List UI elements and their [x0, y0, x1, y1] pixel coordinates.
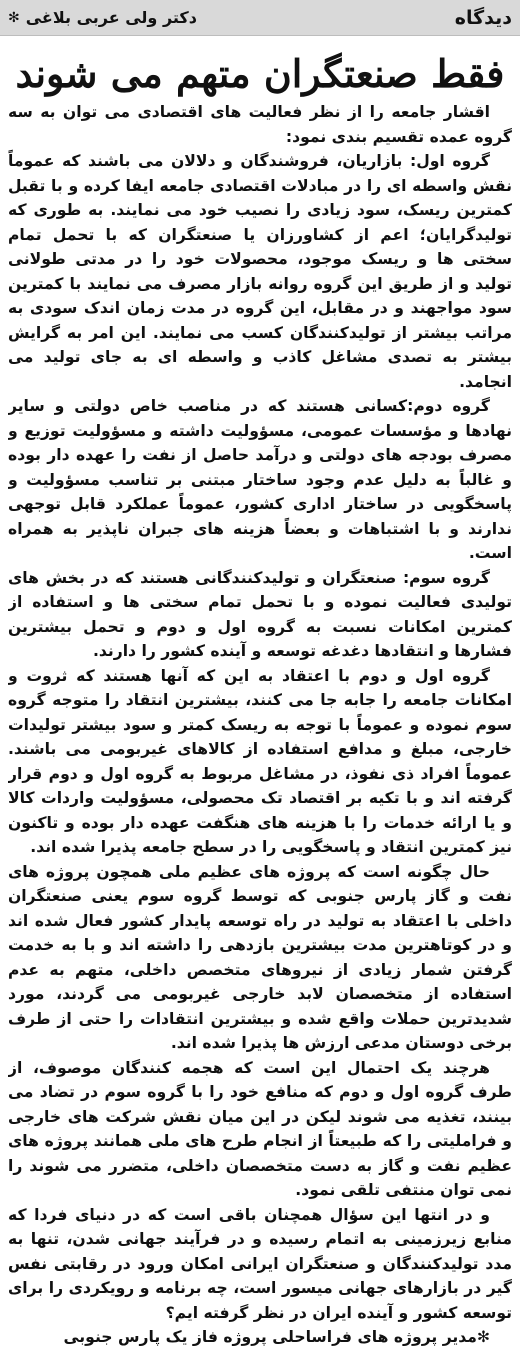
group-two-lead: گروه دوم:: [407, 397, 490, 415]
asterisk-icon: ✻: [8, 9, 20, 26]
group-three-paragraph: [8, 566, 512, 664]
group-two-text: کسانی هستند که در مناصب خاص دولتی و سایر نهادها و مؤسسات عمومی، مسؤولیت داشته و مسؤولیت توزیع و مصرف بودجه های دولتی و درآمد حاصل از نفت را عهده دار بوده و غالباً به دلیل عدم وجود ساختار مبتنی بر تناسب مسؤولیت و پاسخگویی در ساختار اداری کشور، عموماً عملکرد قابل توجهی ندارند و با اشتباهات و بعضاً هزینه های جبران ناپذیر به همراه است.: [8, 397, 512, 562]
section-label: دیدگاه: [454, 6, 512, 29]
article-body: [8, 100, 512, 1367]
group-three-text: صنعتگران و تولیدکنندگانی هستند که در بخش های تولیدی فعالیت نموده و با تحمل تمام سختی ها و استفاده از کمترین امکانات نسبت به گروه اول و دوم و تحمل بیشترین فشارها و انتقادها دغدغه توسعه و آینده کشور را دارند.: [8, 568, 512, 660]
paragraph-7: و در انتها این سؤال همچنان باقی است که در دنیای فردا که منابع زیرزمینی به اتمام رسیده و در فرآیند جهانی شدن، تنها به مدد تولیدکنندگان و صنعتگران ایرانی امکان ورود در رقابتی نفس گیر در بازارهای جهانی میسور است، چه برنامه و رویکردی را برای توسعه کشور و آینده ایران در نظر گرفته ایم؟: [8, 1205, 512, 1322]
author-byline: [8, 8, 197, 27]
paragraph-5: حال چگونه است که پروژه های عظیم ملی همچون پروژه های نفت و گاز پارس جنوبی که توسط گروه سوم یعنی صنعتگران داخلی با اعتقاد به تولید در راه توسعه پایدار کشور فعال شده اند و در کوتاهترین مدت بیشترین بازدهی را داشته اند و با به خدمت گرفتن شمار زیادی از نیروهای متخصص داخلی، متهم به عدم استفاده از متخصصان لابد خارجی غیربومی می گردند، مورد شدیدترین حملات واقع شده و بیشترین انتقادات را حتی از طرف برخی دوستان مدعی ارزش ها پذیرا شده اند.: [8, 862, 512, 1052]
group-one-lead: گروه اول:: [409, 152, 490, 170]
article-headline: فقط صنعتگران متهم می شوند: [15, 51, 505, 96]
author-name: دکتر ولی عربی بلاغی: [25, 8, 197, 27]
author-footnote: [8, 1325, 512, 1350]
intro-paragraph: اقشار جامعه را از نظر فعالیت های اقتصادی می توان به سه گروه عمده تقسیم بندی نمود:: [8, 103, 512, 146]
group-three-lead: گروه سوم:: [402, 568, 491, 587]
footnote-text: مدیر پروژه های فراساحلی پروژه فاز یک پارس جنوبی: [63, 1328, 477, 1346]
group-one-text: بازاریان، فروشندگان و دلالان می باشند که عموماً نقش واسطه ای را در مبادلات اقتصادی جامعه ایفا کرده و با تقبل کمترین ریسک، سود زیادی را نصیب خود می نمایند. به طوری که تولیدگرایان؛ اعم از کشاورزان یا صنعتگران که با تحمل تمام سختی ها و ریسک موجود، محصولات خود را در مدتی طولانی تولید و از طریق این گروه روانه بازار مصرف می نمایند با کمترین سود مواجهند و در مقابل، این گروه در مدت زمان اندک سودی به مراتب بیشتر از تولیدکنندگان کسب می نمایند. این امر به گرایش بیشتر به تصدی مشاغل کاذب و واسطه ای به جای تولید می انجامد.: [8, 152, 512, 391]
footnote-asterisk-icon: ✻: [476, 1328, 490, 1346]
paragraph-4: گروه اول و دوم با اعتقاد به این که آنها هستند که ثروت و امکانات جامعه را جابه جا می کنند، بیشترین انتقاد را متوجه گروه سوم نموده و عموماً با توجه به ریسک کمتر و سود بیشتر تولیدات خارجی، مبلغ و مدافع استفاده از کالاهای غیربومی می باشند. عموماً افراد ذی نفوذ، در مشاغل مربوط به گروه اول و دوم قرار گرفته اند و با تکیه بر اقتصاد تک محصولی، مسؤولیت واردات کالا و یا ارائه خدمات را با هزینه های هنگفت عهده دار بوده و تاکنون نیز کمترین انتقاد و پاسخگویی را در سطح جامعه پذیرا شده اند.: [8, 666, 512, 856]
group-one-paragraph: [8, 149, 512, 394]
paragraph-6: هرچند یک احتمال این است که هجمه کنندگان موصوف، از طرف گروه اول و دوم که منافع خود را با گروه سوم در تضاد می بینند، تغذیه می شوند لیکن در این میان نقش شرکت های خارجی و فراملیتی را که طبیعتاً از انجام طرح های ملی همانند پروژه های عظیم نفت و گاز به دست متخصصان داخلی، متضرر می شوند را نمی توان منتفی تلقی نمود.: [8, 1058, 512, 1199]
column-header: [0, 0, 520, 36]
group-two-paragraph: [8, 394, 512, 566]
